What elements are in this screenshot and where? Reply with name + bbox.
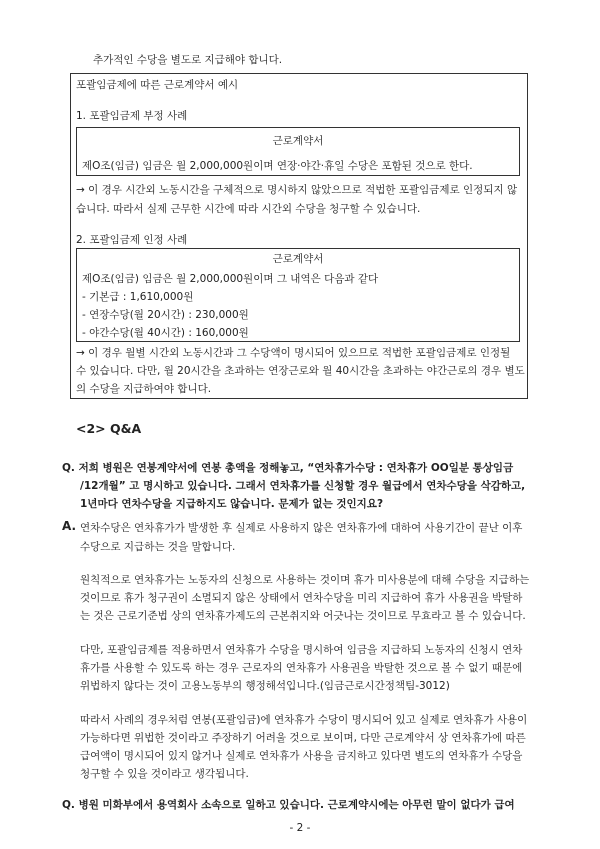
- answer-p1-line: 수당으로 지급하는 것을 말합니다.: [80, 541, 236, 553]
- answer-p2-line: 원칙적으로 연차휴가는 노동자의 신청으로 사용하는 것이며 휴가 미사용분에 대해 수당을 지급하는: [80, 574, 530, 586]
- answer-p4-line: 가능하다면 위법한 것이라고 주장하기 어려울 것으로 보이며, 다만 근로계약서 상 연차휴가에 따른: [80, 732, 526, 744]
- case2-contract-box: [76, 248, 520, 342]
- question-2-line: Q. 병원 미화부에서 용역회사 소속으로 일하고 있습니다. 근로계약시에는 아무런 말이 없다가 급여: [62, 799, 515, 811]
- answer-label: A.: [62, 519, 77, 533]
- case1-comment-line: → 이 경우 시간외 노동시간을 구체적으로 명시하지 않았으므로 적법한 포괄임금제로 인정되지 않: [76, 184, 518, 196]
- example-box-title: 포괄임금제에 따른 근로계약서 예시: [76, 79, 239, 91]
- case1-contract-box: [76, 127, 520, 176]
- question-1-line: 1년마다 연차수당을 지급하지도 않습니다. 문제가 없는 것인지요?: [80, 498, 384, 510]
- answer-p2-line: 는 것은 근로기준법 상의 연차휴가제도의 근본취지와 어긋나는 것이므로 무효라고 볼 수 있습니다.: [80, 610, 526, 622]
- case1-contract-title: 근로계약서: [272, 135, 324, 147]
- qa-section-heading: <2> Q&A: [76, 421, 142, 436]
- case2-comment-line: → 이 경우 월별 시간외 노동시간과 그 수당액이 명시되어 있으므로 적법한 포괄임금제로 인정될: [76, 347, 511, 359]
- answer-p2-line: 것이므로 휴가 청구권이 소멸되지 않은 상태에서 연차수당을 미리 지급하여 휴가 사용권을 박탈하: [80, 592, 523, 604]
- case2-contract-line: - 연장수당(월 20시간) : 230,000원: [82, 309, 249, 321]
- answer-p3-line: 휴가를 사용할 수 있도록 하는 경우 근로자의 연차휴가 사용권을 박탈한 것으로 볼 수 없기 때문에: [80, 662, 523, 674]
- answer-p3-line: 다만, 포괄임금제를 적용하면서 연차휴가 수당을 명시하여 임금을 지급하되 노동자의 신청시 연차: [80, 644, 523, 656]
- case2-contract-line: 제O조(임금) 임금은 월 2,000,000원이며 그 내역은 다음과 같다: [82, 273, 379, 285]
- question-1-line: /12개월” 고 명시하고 있습니다. 그래서 연차휴가를 신청할 경우 월급에서 연차수당을 삭감하고,: [80, 480, 526, 492]
- case2-comment-line: 의 수당을 지급하여야 합니다.: [76, 383, 212, 395]
- case1-heading: 1. 포괄임금제 부정 사례: [76, 110, 188, 122]
- page-number: - 2 -: [289, 822, 311, 834]
- case2-heading: 2. 포괄임금제 인정 사례: [76, 234, 188, 246]
- answer-p4-line: 청구할 수 있을 것이라고 생각됩니다.: [80, 768, 249, 780]
- answer-p3-line: 위법하지 않다는 것이 고용노동부의 행정해석입니다.(임금근로시간정책팀-3012): [80, 680, 450, 692]
- answer-p4-line: 따라서 사례의 경우처럼 연봉(포괄임금)에 연차휴가 수당이 명시되어 있고 실제로 연차휴가 사용이: [80, 714, 528, 726]
- case1-comment-line: 습니다. 따라서 실제 근무한 시간에 따라 시간외 수당을 청구할 수 있습니다.: [76, 203, 421, 215]
- case2-comment-line: 수 있습니다. 다만, 월 20시간을 초과하는 연장근로와 월 40시간을 초과하는 야간근로의 경우 별도: [76, 365, 525, 377]
- intro-text: 추가적인 수당을 별도로 지급해야 합니다.: [93, 54, 283, 66]
- case1-contract-text: 제O조(임금) 임금은 월 2,000,000원이며 연장·야간·휴일 수당은 포함된 것으로 한다.: [82, 160, 473, 172]
- answer-p4-line: 급여액이 명시되어 있지 않거나 실제로 연차휴가 사용을 금지하고 있다면 별도의 연차휴가 수당을: [80, 750, 523, 762]
- case2-contract-line: - 기본급 : 1,610,000원: [82, 291, 194, 303]
- question-1-line: Q. 저희 병원은 연봉계약서에 연봉 총액을 정해놓고, “연차휴가수당 : 연차휴가 OO일분 통상임금: [62, 462, 514, 474]
- case2-contract-title: 근로계약서: [272, 253, 324, 265]
- case2-contract-line: - 야간수당(월 40시간) : 160,000원: [82, 327, 249, 339]
- answer-p1-line: 연차수당은 연차휴가가 발생한 후 실제로 사용하지 않은 연차휴가에 대하여 사용기간이 끝난 이후: [80, 522, 523, 534]
